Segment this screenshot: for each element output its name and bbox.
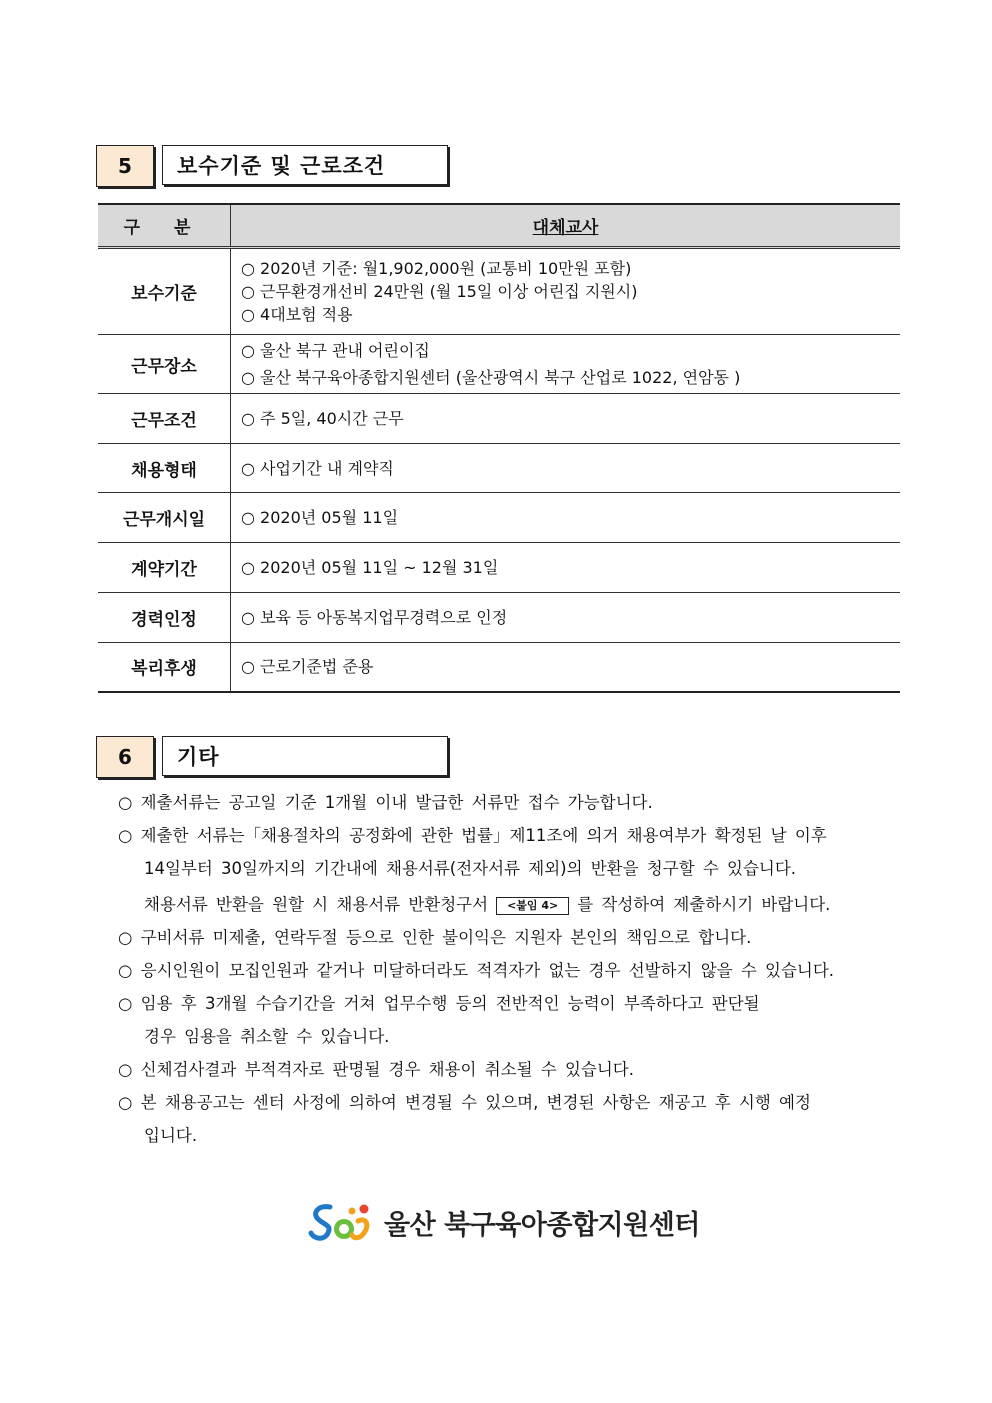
row-content: ○ 2020년 기준: 월1,902,000원 (교통비 10만원 포함) ○ 근무환경개선비 24만원 (월 15일 이상 어린집 지원시) ○ 4대보험 적용	[231, 248, 901, 335]
note-item: ○ 신체검사결과 부적격자로 판명될 경우 채용이 취소될 수 있습니다.	[118, 1060, 634, 1079]
row-content: ○ 2020년 05월 11일	[231, 493, 901, 543]
section-number: 5	[96, 145, 154, 187]
note-item: ○ 임용 후 3개월 수습기간을 거쳐 업무수행 등의 전반적인 능력이 부족하다고 판단될	[118, 994, 760, 1013]
header-category: 구 분	[98, 204, 231, 248]
note-continuation: 채용서류 반환을 원할 시 채용서류 반환청구서 <붙임 4> 를 작성하여 제출하시기 바랍니다.	[144, 895, 831, 914]
note-continuation: 경우 임용을 취소할 수 있습니다.	[144, 1027, 390, 1046]
table-row	[98, 543, 900, 593]
section-title: 기타	[162, 736, 448, 776]
table-row	[98, 335, 900, 394]
logo-text: 울산 북구육아종합지원센터	[384, 1209, 700, 1241]
section-number: 6	[96, 736, 154, 778]
table-row	[98, 493, 900, 543]
row-content: ○ 2020년 05월 11일 ~ 12월 31일	[231, 543, 901, 593]
conditions-table	[98, 203, 900, 693]
table-header-row	[98, 204, 900, 248]
row-content: ○ 주 5일, 40시간 근무	[231, 394, 901, 444]
logo-mark-icon	[308, 1199, 376, 1245]
row-label: 계약기간	[98, 543, 231, 593]
note-item: ○ 본 채용공고는 센터 사정에 의하여 변경될 수 있으며, 변경된 사항은 재공고 후 시행 예정	[118, 1093, 811, 1112]
row-label: 복리후생	[98, 643, 231, 692]
notes-list	[118, 786, 908, 1152]
row-label: 근무장소	[98, 335, 231, 394]
table-row	[98, 248, 900, 335]
note-continuation: 입니다.	[144, 1126, 198, 1145]
attachment-badge: <붙임 4>	[496, 897, 569, 915]
row-label: 보수기준	[98, 248, 231, 335]
note-item: ○ 응시인원이 모집인원과 같거나 미달하더라도 적격자가 없는 경우 선발하지 않을 수 있습니다.	[118, 961, 835, 980]
note-item: ○ 제출한 서류는「채용절차의 공정화에 관한 법률」제11조에 의거 채용여부가 확정된 날 이후	[118, 826, 827, 845]
note-item: ○ 구비서류 미제출, 연락두절 등으로 인한 불이익은 지원자 본인의 책임으로 합니다.	[118, 928, 752, 947]
row-content: ○ 근로기준법 준용	[231, 643, 901, 692]
row-content: ○ 보육 등 아동복지업무경력으로 인정	[231, 593, 901, 643]
table-row	[98, 643, 900, 692]
row-content: ○ 울산 북구 관내 어린이집 ○ 울산 북구육아종합지원센터 (울산광역시 북구 산업로 1022, 연암동 )	[231, 335, 901, 394]
header-position: 대체교사	[231, 204, 901, 248]
row-label: 근무조건	[98, 394, 231, 444]
note-continuation: 14일부터 30일까지의 기간내에 채용서류(전자서류 제외)의 반환을 청구할 수 있습니다.	[144, 859, 797, 878]
section-title: 보수기준 및 근로조건	[162, 145, 448, 185]
row-label: 채용형태	[98, 444, 231, 493]
table-row	[98, 593, 900, 643]
row-content: ○ 사업기간 내 계약직	[231, 444, 901, 493]
center-logo	[308, 1198, 700, 1246]
table-row	[98, 444, 900, 493]
row-label: 근무개시일	[98, 493, 231, 543]
table-row	[98, 394, 900, 444]
note-item: ○ 제출서류는 공고일 기준 1개월 이내 발급한 서류만 접수 가능합니다.	[118, 793, 653, 812]
row-label: 경력인정	[98, 593, 231, 643]
